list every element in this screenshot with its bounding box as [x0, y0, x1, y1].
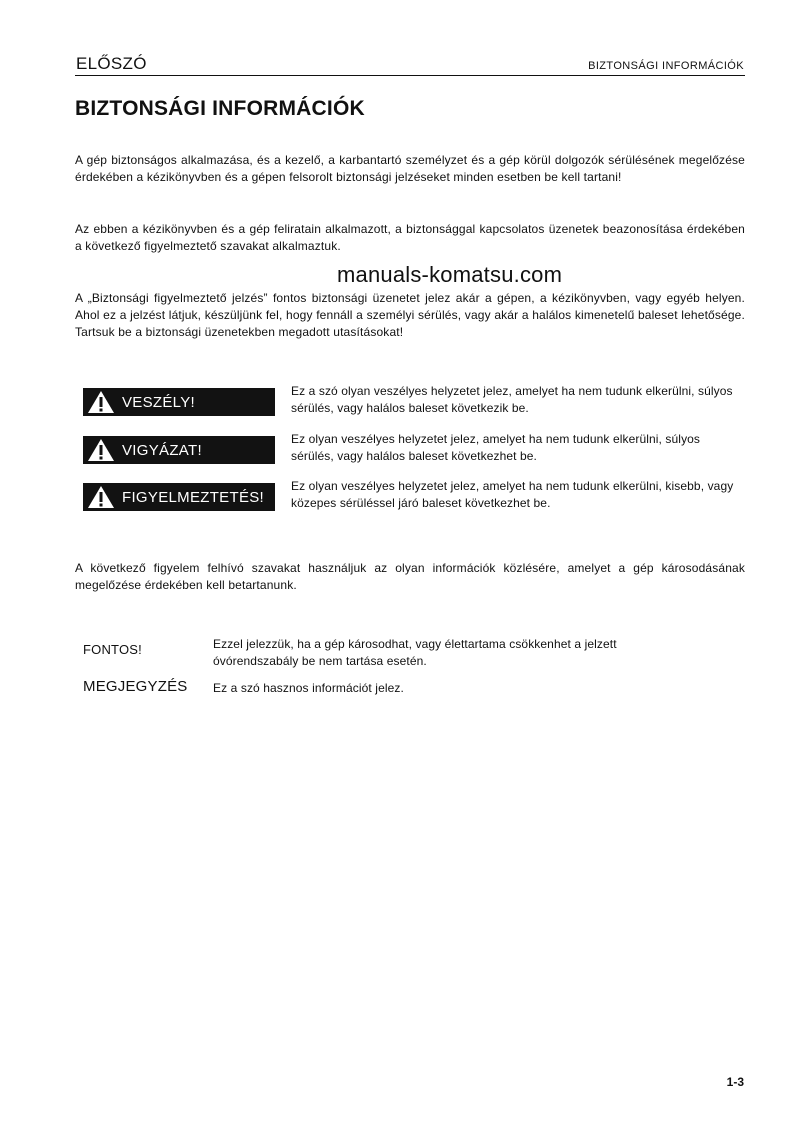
paragraph-safety-alert: A „Biztonsági figyelmeztető jelzés” fontos biztonsági üzenetet jelez akár a gépen, a kézikönyvben, vagy egyéb helyen. Ahol ez a jelzést látjuk, készüljünk fel, hogy fennáll a személyi sérülés, vagy akár a halálos kimenetelű baleset lehetősége. Tartsuk be a biztonsági üzenetekben megadott utasításokat!: [75, 291, 745, 339]
note-description-important: Ezzel jelezzük, ha a gép károsodhat, vagy élettartama csökkenhet a jelzett óvórendszabály be nem tartása esetén.: [213, 637, 617, 668]
signal-badge-label: FIGYELMEZTETÉS!: [122, 488, 265, 506]
warning-triangle-icon: [83, 483, 119, 511]
header-divider: [75, 75, 745, 76]
paragraph-signal-words: Az ebben a kézikönyvben és a gép feliratain alkalmazott, a biztonsággal kapcsolatos üzenetek beazonosítása érdekében a következő figyelmeztető szavakat alkalmaztuk.: [75, 222, 745, 253]
header-section: ELŐSZÓ: [76, 54, 147, 73]
signal-description-danger: Ez a szó olyan veszélyes helyzetet jelez, amelyet ha nem tudunk elkerülni, súlyos sérülés, vagy halálos baleset következik be.: [291, 384, 733, 415]
signal-badge-label: VIGYÁZAT!: [122, 441, 202, 459]
header-chapter: BIZTONSÁGI INFORMÁCIÓK: [588, 60, 744, 72]
warning-triangle-icon: [83, 388, 119, 416]
note-description-remark: Ez a szó hasznos információt jelez.: [213, 681, 404, 695]
signal-badge-label: VESZÉLY!: [122, 393, 195, 411]
paragraph-notice-words: A következő figyelem felhívó szavakat használjuk az olyan információk közlésére, amelyet a gép károsodásának megelőzése érdekében kell betartanunk.: [75, 561, 745, 592]
paragraph-intro: A gép biztonságos alkalmazása, és a kezelő, a karbantartó személyzet és a gép körül dolgozók sérülésének megelőzése érdekében a kézikönyvben és a gépen felsorolt biztonsági jelzéseket minden esetben be kell tartani!: [75, 153, 745, 184]
page-title: BIZTONSÁGI INFORMÁCIÓK: [75, 97, 365, 120]
signal-badge-caution: [83, 436, 275, 464]
signal-description-caution: Ez olyan veszélyes helyzetet jelez, amelyet ha nem tudunk elkerülni, súlyos sérülés, vagy halálos baleset következhet be.: [291, 432, 701, 463]
page-number: 1-3: [726, 1075, 744, 1089]
note-term-remark: MEGJEGYZÉS: [83, 678, 188, 695]
note-term-important: FONTOS!: [83, 642, 142, 657]
signal-badge-warning: [83, 483, 275, 511]
warning-triangle-icon: [83, 436, 119, 464]
signal-description-warning: Ez olyan veszélyes helyzetet jelez, amelyet ha nem tudunk elkerülni, kisebb, vagy közepes sérüléssel járó baleset következhet be.: [291, 479, 734, 510]
watermark: manuals-komatsu.com: [337, 262, 563, 287]
signal-badge-danger: [83, 388, 275, 416]
